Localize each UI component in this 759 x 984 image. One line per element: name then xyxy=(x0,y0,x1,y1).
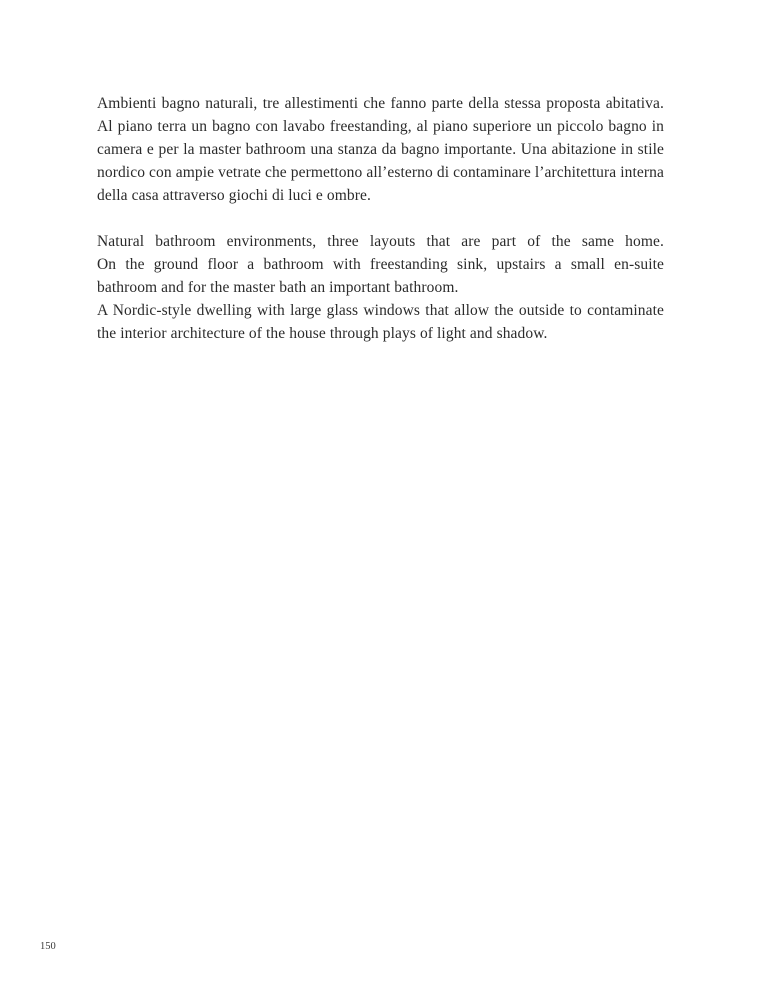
english-paragraph-1: Natural bathroom environments, three layouts that are part of the same home. xyxy=(97,233,664,250)
english-paragraph-3: A Nordic-style dwelling with large glass windows that allow the outside to contaminate the interior architecture of the house through plays of light and shadow. xyxy=(97,302,664,342)
body-text-block xyxy=(97,92,664,345)
paragraph-gap xyxy=(97,207,664,230)
english-paragraph-2: On the ground floor a bathroom with freestanding sink, upstairs a small en-suite bathroom and for the master bath an important bathroom. xyxy=(97,256,664,296)
page-number: 150 xyxy=(40,941,56,952)
italian-paragraph: Ambienti bagno naturali, tre allestimenti che fanno parte della stessa proposta abitativa. Al piano terra un bagno con lavabo freestanding, al piano superiore un piccolo bagno in camera e per la master bathroom una stanza da bagno importante. Una abitazione in stile nordico con ampie vetrate che permettono all’esterno di contaminare l’architettura interna della casa attraverso giochi di luci e ombre. xyxy=(97,95,664,204)
